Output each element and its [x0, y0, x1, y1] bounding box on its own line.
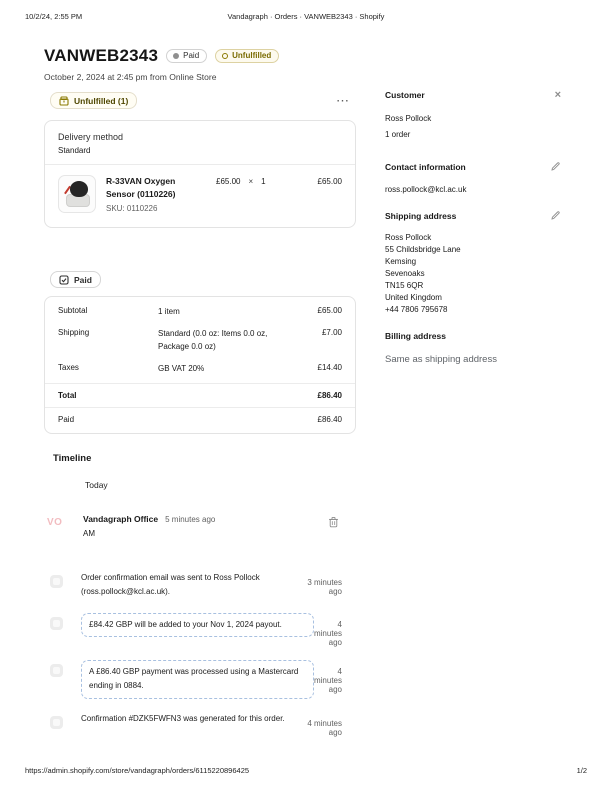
timeline-event	[50, 660, 342, 699]
subtotal-row	[45, 297, 355, 323]
paid-row-label: Paid	[58, 414, 75, 424]
comment-text: AM	[83, 529, 95, 538]
avatar: VO	[47, 517, 63, 528]
shipping-amount: £7.00	[321, 328, 342, 338]
comment-author: Vandagraph Office	[83, 514, 159, 524]
taxes-amount: £14.40	[317, 363, 342, 373]
timeline-comment	[47, 514, 347, 538]
shipping-address	[385, 232, 561, 316]
divider	[45, 407, 355, 408]
event-timestamp: 4 minutes ago	[307, 718, 342, 737]
event-icon	[50, 716, 63, 729]
contact-section-header	[385, 161, 561, 172]
receipt-check-icon	[59, 275, 69, 285]
address-line: Kemsing	[385, 257, 417, 266]
event-timestamp: 4 minutes ago	[313, 666, 342, 694]
delivery-method-section	[45, 121, 355, 165]
multiply-symbol: ×	[248, 177, 254, 186]
subtotal-label: Subtotal	[58, 306, 88, 315]
event-text: Confirmation #DZK5FWFN3 was generated for this order.	[81, 713, 285, 723]
address-line: +44 7806 795678	[385, 305, 448, 314]
payment-card	[44, 296, 356, 434]
subtotal-amount: £65.00	[317, 306, 342, 315]
paid-badge-label: Paid	[183, 51, 200, 60]
close-icon[interactable]: ×	[554, 89, 561, 101]
customer-email: ross.pollock@kcl.ac.uk	[385, 185, 467, 194]
shipping-detail: Standard (0.0 oz: Items 0.0 oz, Package 0.0 oz)	[158, 329, 268, 351]
page-title: VANWEB2343	[44, 46, 159, 65]
fulfillment-row	[50, 92, 350, 109]
line-item-row	[45, 165, 355, 227]
event-timestamp: 3 minutes ago	[307, 578, 342, 596]
unfulfilled-count-label: Unfulfilled (1)	[74, 95, 129, 106]
unfulfilled-badge-label: Unfulfilled	[232, 51, 272, 60]
timeline-title: Timeline	[53, 453, 92, 464]
total-row	[45, 386, 355, 405]
billing-address-value: Same as shipping address	[385, 354, 497, 365]
divider	[45, 383, 355, 384]
delivery-method-value: Standard	[58, 146, 91, 155]
customer-title: Customer	[385, 90, 425, 100]
taxes-detail: GB VAT 20%	[158, 364, 205, 374]
customer-order-count: 1 order	[385, 130, 411, 139]
payment-status-row	[50, 271, 101, 290]
taxes-label: Taxes	[58, 363, 79, 373]
event-icon	[50, 617, 63, 630]
print-page-number: 1/2	[576, 766, 587, 775]
paid-section-label: Paid	[74, 274, 92, 285]
product-title-link[interactable]: R-33VAN Oxygen Sensor (0110226)	[106, 176, 176, 199]
product-image-detail	[70, 181, 88, 197]
timeline-day-label: Today	[85, 480, 108, 490]
subtotal-detail: 1 item	[158, 307, 180, 316]
event-icon	[50, 664, 63, 677]
product-sku: SKU: 0110226	[106, 203, 158, 213]
unfulfilled-count-badge	[50, 92, 137, 109]
address-line: 55 Childsbridge Lane	[385, 245, 461, 254]
shipping-section-header	[385, 210, 561, 221]
unfulfilled-status-badge	[215, 49, 279, 63]
print-url: https://admin.shopify.com/store/vandagraph/orders/6115220896425	[25, 766, 250, 775]
more-actions-menu-icon[interactable]: ⋯	[336, 92, 350, 108]
event-text: A £86.40 GBP payment was processed using a Mastercard ending in 0884.	[81, 660, 314, 699]
item-line-total: £65.00	[317, 177, 342, 186]
order-subtitle: October 2, 2024 at 2:45 pm from Online Store	[44, 72, 217, 82]
timeline-event	[50, 613, 342, 647]
item-quantity: 1	[261, 177, 266, 186]
paid-row-amount: £86.40	[317, 414, 342, 424]
delivery-method-label: Delivery method	[58, 132, 124, 142]
product-image	[58, 175, 96, 213]
event-text: Order confirmation email was sent to Ross Pollock (ross.pollock@kcl.ac.uk).	[81, 573, 260, 597]
address-line: Ross Pollock	[385, 233, 432, 242]
paid-status-badge	[166, 49, 207, 63]
taxes-row	[45, 358, 355, 380]
delete-comment-trash-icon[interactable]	[328, 516, 339, 528]
fulfillment-card	[44, 120, 356, 228]
total-label: Total	[58, 390, 77, 400]
package-icon	[59, 96, 69, 106]
edit-contact-pencil-icon[interactable]	[550, 161, 561, 172]
shipping-title: Shipping address	[385, 210, 457, 221]
total-amount: £86.40	[317, 390, 342, 400]
billing-section-header	[385, 331, 561, 341]
paid-dot-icon	[173, 53, 179, 59]
address-line: United Kingdom	[385, 293, 442, 302]
item-unit-price: £65.00	[216, 177, 241, 186]
paid-section-badge	[50, 271, 101, 288]
event-icon	[50, 575, 63, 588]
print-datetime: 10/2/24, 2:55 PM	[25, 12, 83, 21]
print-title: Vandagraph · Orders · VANWEB2343 · Shopify	[227, 12, 385, 21]
event-timestamp: 4 minutes ago	[313, 619, 342, 647]
shipping-row	[45, 323, 355, 358]
timeline-event	[50, 571, 342, 600]
shipping-label: Shipping	[58, 328, 90, 338]
customer-section-header	[385, 90, 561, 100]
customer-name: Ross Pollock	[385, 114, 432, 123]
address-line: Sevenoaks	[385, 269, 425, 278]
timeline-event	[50, 712, 342, 737]
order-sidebar	[385, 90, 561, 365]
print-header	[25, 12, 587, 24]
unfulfilled-dot-icon	[222, 53, 228, 59]
print-footer	[25, 766, 587, 775]
address-line: TN15 6QR	[385, 281, 424, 290]
order-header	[44, 46, 279, 82]
event-text: £84.42 GBP will be added to your Nov 1, 2024 payout.	[81, 613, 314, 637]
timeline-events	[50, 571, 342, 750]
comment-timestamp: 5 minutes ago	[165, 515, 216, 524]
billing-title: Billing address	[385, 331, 446, 341]
contact-title: Contact information	[385, 161, 466, 172]
paid-amount-row	[45, 410, 355, 433]
edit-shipping-pencil-icon[interactable]	[550, 210, 561, 221]
